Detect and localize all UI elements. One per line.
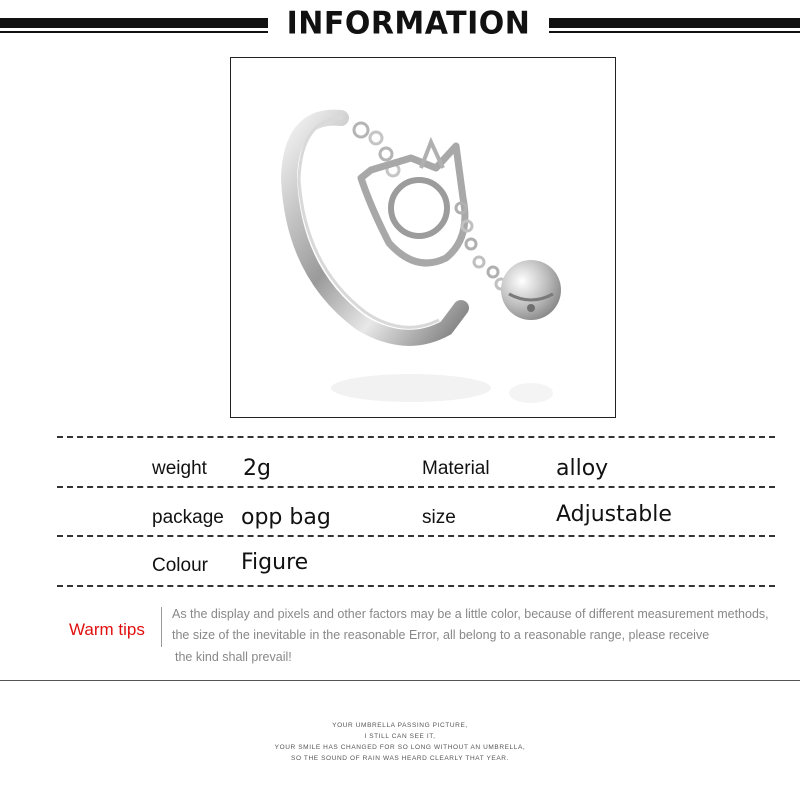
divider-dashed <box>57 585 775 587</box>
weight-value: 2g <box>243 456 271 481</box>
header-bar-right <box>549 18 800 28</box>
colour-label: Colour <box>152 555 208 576</box>
footer-poem-line: YOUR SMILE HAS CHANGED FOR SO LONG WITHOUT AN UMBRELLA, <box>274 744 526 751</box>
footer-poem-line: YOUR UMBRELLA PASSING PICTURE, <box>332 722 468 729</box>
footer-rule <box>0 680 800 681</box>
size-value: Adjustable <box>556 502 672 527</box>
footer-poem-line: I STILL CAN SEE IT, <box>364 733 436 740</box>
package-label: package <box>152 507 224 528</box>
material-value: alloy <box>556 456 609 481</box>
weight-label: weight <box>152 458 207 479</box>
divider-dashed <box>57 486 775 488</box>
colour-value: Figure <box>241 550 309 575</box>
divider-dashed <box>57 436 775 438</box>
footer-poem-line: SO THE SOUND OF RAIN WAS HEARD CLEARLY THAT YEAR. <box>291 755 509 762</box>
material-label: Material <box>422 458 490 479</box>
package-value: opp bag <box>241 505 331 530</box>
warm-tips-line: the size of the inevitable in the reasonable Error, all belong to a reasonable range, please receive <box>172 628 710 642</box>
warm-tips-line: As the display and pixels and other factors may be a little color, because of different measurement methods, <box>172 607 769 621</box>
silver-cat-ring-image <box>231 58 615 417</box>
warm-tips-separator <box>161 607 162 647</box>
header-bar-left <box>0 18 268 28</box>
warm-tips-label: Warm tips <box>69 620 145 639</box>
warm-tips-line: the kind shall prevail! <box>175 650 292 664</box>
product-photo <box>230 57 616 418</box>
divider-dashed <box>57 535 775 537</box>
page-title: INFORMATION <box>286 5 531 42</box>
size-label: size <box>422 507 456 528</box>
